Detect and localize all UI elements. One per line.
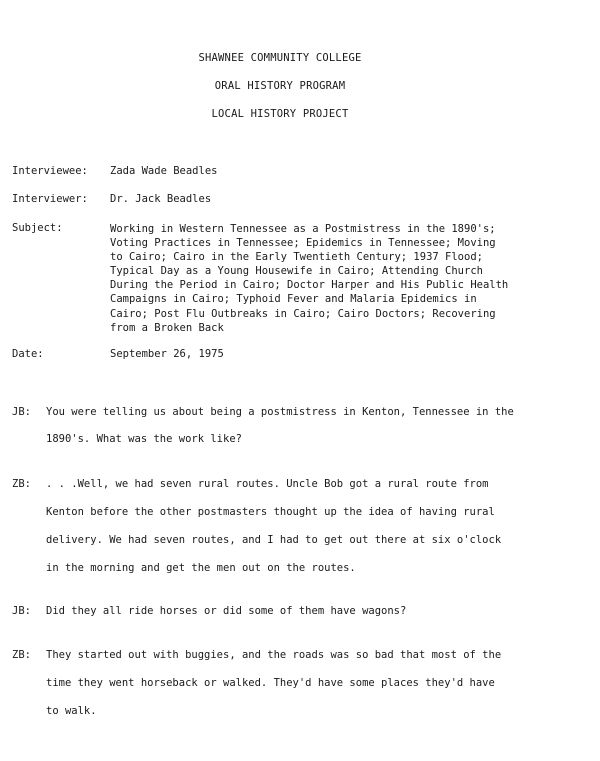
subject-value	[110, 222, 580, 335]
interviewer-value: Dr. Jack Beadles	[110, 193, 212, 205]
transcript-line: to walk.	[46, 705, 97, 717]
transcript-line: time they went horseback or walked. They'd have some places they'd have	[46, 677, 495, 689]
transcript-line: . . .Well, we had seven rural routes. Uncle Bob got a rural route from	[46, 478, 489, 490]
speaker-label: ZB:	[12, 478, 31, 490]
interviewer-label: Interviewer:	[12, 193, 88, 205]
speaker-label: JB:	[12, 406, 31, 418]
transcript-line: They started out with buggies, and the roads was so bad that most of the	[46, 649, 502, 661]
subject-line: to Cairo; Cairo in the Early Twentieth Century; 1937 Flood;	[110, 251, 483, 264]
transcript-line: 1890's. What was the work like?	[46, 433, 242, 445]
speaker-label: JB:	[12, 605, 31, 617]
date-label: Date:	[12, 348, 44, 360]
college-name: SHAWNEE COMMUNITY COLLEGE	[198, 52, 362, 64]
subject-line: from a Broken Back	[110, 321, 224, 334]
subject-line: Working in Western Tennessee as a Postmistress in the 1890's;	[110, 223, 496, 235]
program-name: ORAL HISTORY PROGRAM	[214, 80, 346, 92]
subject-line: Typical Day as a Young Housewife in Cairo; Attending Church	[110, 265, 483, 278]
subject-label: Subject:	[12, 222, 63, 234]
interviewee-label: Interviewee:	[12, 165, 88, 177]
transcript-line: delivery. We had seven routes, and I had to get out there at six o'clock	[46, 534, 502, 546]
transcript-line: Did they all ride horses or did some of them have wagons?	[46, 605, 407, 617]
subject-line: Cairo; Post Flu Outbreaks in Cairo; Cairo Doctors; Recovering	[110, 307, 496, 320]
project-name: LOCAL HISTORY PROJECT	[211, 108, 349, 120]
transcript-line: in the morning and get the men out on the routes.	[46, 562, 356, 574]
subject-line: Voting Practices in Tennessee; Epidemics in Tennessee; Moving	[110, 237, 496, 250]
transcript-line: Kenton before the other postmasters thought up the idea of having rural	[46, 506, 495, 518]
subject-line: Campaigns in Cairo; Typhoid Fever and Malaria Epidemics in	[110, 293, 477, 306]
date-value: September 26, 1975	[110, 348, 224, 360]
interviewee-value: Zada Wade Beadles	[110, 165, 218, 177]
speaker-label: ZB:	[12, 649, 31, 661]
transcript-line: You were telling us about being a postmistress in Kenton, Tennessee in the	[46, 406, 514, 418]
subject-line: During the Period in Cairo; Doctor Harper and His Public Health	[110, 279, 509, 292]
